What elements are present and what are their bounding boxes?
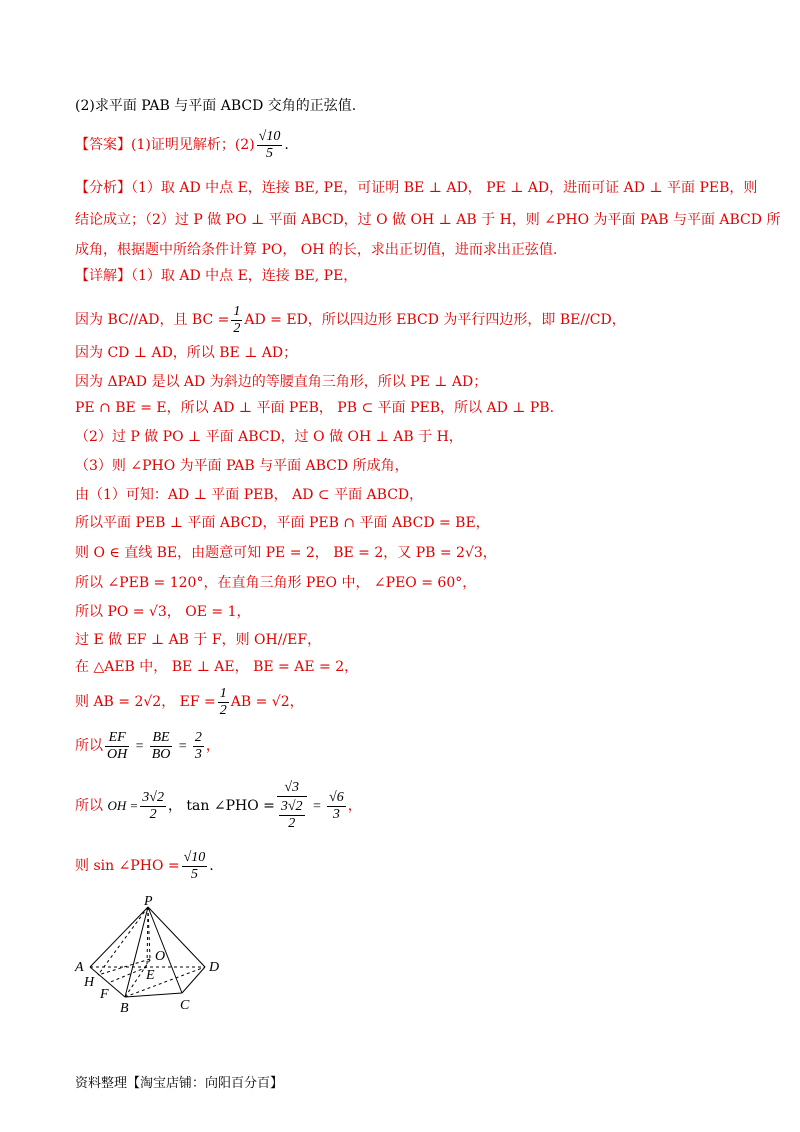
answer-fraction: $\frac{√10}{5}$ — [258, 128, 281, 161]
detail-line-4: 因为 ΔPAD 是以 AD 为斜边的等腰直角三角形，所以 PE ⊥ AD； — [75, 374, 488, 390]
detail-line-15: 则 AB = 2√2， EF = $\frac{1}{2}$ AB = √2， — [75, 685, 304, 718]
detail-line-16: 所以 $\frac{EF}{OH}$ = $\frac{BE}{BO}$ = $\frac{2}{3}$ ， — [75, 729, 220, 762]
edge-BC — [125, 993, 182, 997]
detail-line-17: 所以 OH = $\frac{3√2}{2}$ ， tan ∠PHO = $\frac{√3}{\frac{3√2}{2}}$ = $\frac{√6}{3}$ ， — [75, 780, 362, 831]
analysis-line-1: 【分析】（1）取 AD 中点 E，连接 BE, PE，可证明 BE ⊥ AD， PE ⊥ AD，进而可证 AD ⊥ 平面 PEB，则 — [75, 180, 758, 196]
segment-OH — [98, 959, 150, 975]
fraction-half: $\frac{1}{2}$ — [233, 303, 241, 336]
detail-line-7: （3）则 ∠PHO 为平面 PAB 与平面 ABCD 所成角， — [75, 458, 409, 474]
segment-EF — [108, 967, 147, 983]
label-F: F — [100, 987, 109, 1002]
edge-PB — [125, 907, 148, 997]
label-D: D — [209, 960, 220, 975]
detail-line-8: 由（1）可知：AD ⊥ 平面 PEB， AD ⊂ 平面 ABCD， — [75, 487, 424, 503]
segment-PH — [98, 907, 148, 975]
detail-line-10: 则 O ∈ 直线 BE，由题意可知 PE = 2， BE = 2，又 PB = 2√3， — [75, 545, 497, 561]
question-text: (2)求平面 PAB 与平面 ABCD 交角的正弦值. — [75, 98, 357, 114]
detail-line-2: 因为 BC//AD，且 BC = $\frac{1}{2}$ AD = ED，所以四边形 EBCD 为平行四边形，即 BE//CD， — [75, 303, 626, 336]
answer-label: 【答案】 — [75, 137, 131, 153]
label-H: H — [84, 975, 95, 990]
segment-BD — [125, 967, 205, 997]
compound-fraction: $\frac{√3}{\frac{3√2}{2}}$ — [277, 780, 307, 832]
detail-line-14: 在 △AEB 中， BE ⊥ AE， BE = AE = 2， — [75, 659, 359, 675]
label-P: P — [144, 895, 153, 909]
label-O: O — [155, 949, 166, 964]
analysis-line-2: 结论成立；（2）过 P 做 PO ⊥ 平面 ABCD，过 O 做 OH ⊥ AB 于 H，则 ∠PHO 为平面 PAB 与平面 ABCD 所 — [75, 212, 781, 228]
label-E: E — [146, 968, 155, 983]
detail-line-1: 【详解】（1）取 AD 中点 E，连接 BE, PE， — [75, 268, 358, 284]
detail-line-9: 所以平面 PEB ⊥ 平面 ABCD，平面 PEB ∩ 平面 ABCD = BE， — [75, 515, 490, 531]
detail-line-18: 则 sin ∠PHO = $\frac{√10}{5}$ . — [75, 849, 214, 882]
detail-line-3: 因为 CD ⊥ AD，所以 BE ⊥ AD； — [75, 345, 298, 361]
label-C: C — [180, 998, 190, 1013]
label-A: A — [75, 960, 84, 975]
footer-source: 资料整理【淘宝店铺：向阳百分百】 — [75, 1076, 284, 1091]
fraction-half-2: $\frac{1}{2}$ — [219, 685, 227, 718]
detail-line-11: 所以 ∠PEB = 120°，在直角三角形 PEO 中， ∠PEO = 60°， — [75, 575, 477, 591]
label-B: B — [120, 1001, 129, 1016]
detail-line-12: 所以 PO = √3， OE = 1， — [75, 604, 251, 620]
answer-line: 【答案】(1)证明见解析；(2) $\frac{√10}{5}$ . — [75, 128, 289, 161]
pyramid-figure — [70, 895, 240, 1020]
edge-PA — [90, 907, 148, 967]
detail-line-5: PE ∩ BE = E，所以 AD ⊥ 平面 PEB， PB ⊂ 平面 PEB，所以 AD ⊥ PB. — [75, 400, 555, 416]
detail-line-6: （2）过 P 做 PO ⊥ 平面 ABCD，过 O 做 OH ⊥ AB 于 H， — [75, 429, 463, 445]
answer-part1: (1)证明见解析；(2) — [131, 137, 255, 153]
detail-line-13: 过 E 做 EF ⊥ AB 于 F，则 OH//EF， — [75, 632, 322, 648]
analysis-line-3: 成角，根据题中所给条件计算 PO， OH 的长，求出正切值，进而求出正弦值. — [75, 242, 558, 258]
